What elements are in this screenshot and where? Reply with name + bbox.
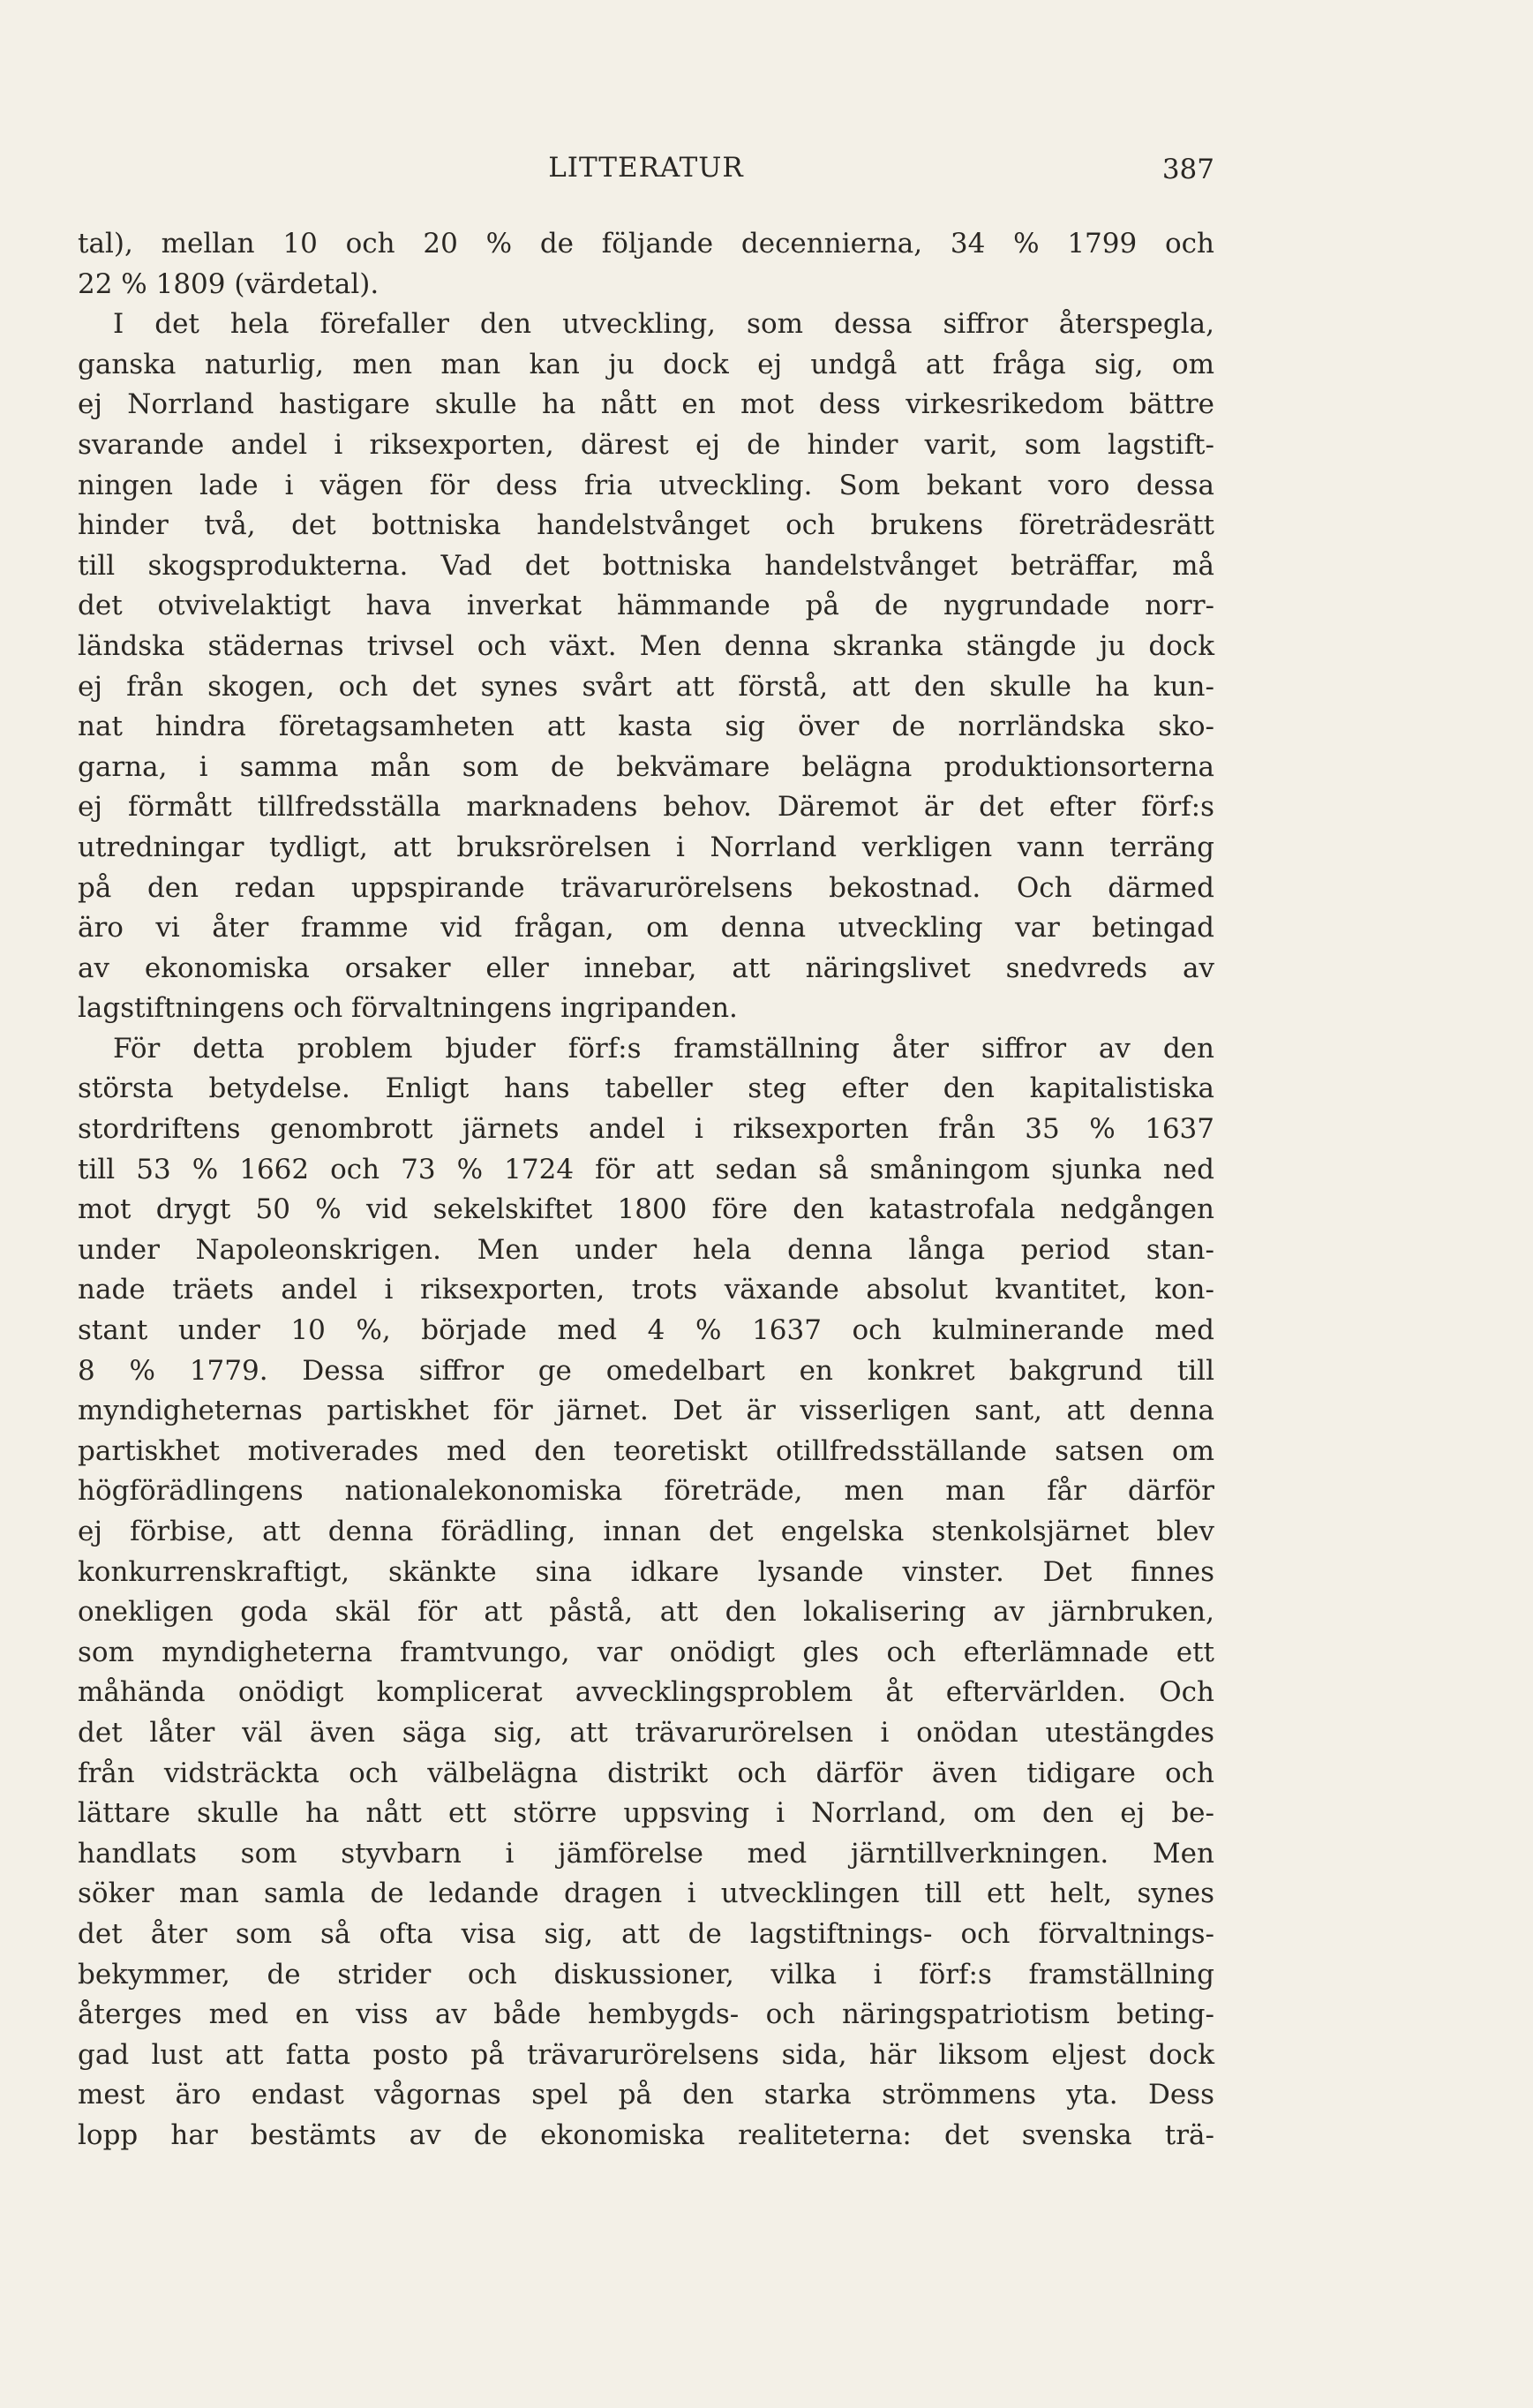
text-line: det låter väl även säga sig, att trävarurörelsen i onödan utestängdes [78, 1716, 1214, 1749]
text-line: ganska naturlig, men man kan ju dock ej undgå att fråga sig, om [78, 348, 1214, 380]
text-line: till 53 % 1662 och 73 % 1724 för att sedan så småningom sjunka ned [78, 1153, 1214, 1185]
text-line: måhända onödigt komplicerat avvecklingsproblem åt eftervärlden. Och [78, 1676, 1214, 1709]
text-line: ej Norrland hastigare skulle ha nått en mot dess virkesrikedom bättre [78, 388, 1214, 421]
text-line: onekligen goda skäl för att påstå, att den lokalisering av järnbruken, [78, 1596, 1214, 1629]
text-line: handlats som styvbarn i jämförelse med järntillverkningen. Men [78, 1837, 1214, 1870]
page-number: 387 [1161, 154, 1214, 185]
text-line: lättare skulle ha nått ett större uppsving i Norrland, om den ej be- [78, 1797, 1214, 1830]
text-line: lagstiftningens och förvaltningens ingripanden. [78, 992, 738, 1025]
text-line: nade träets andel i riksexporten, trots växande absolut kvantitet, kon- [78, 1274, 1214, 1306]
body-text [78, 224, 1214, 2156]
text-line: återges med en viss av både hembygds- och näringspatriotism beting- [78, 1998, 1214, 2031]
text-line: ländska städernas trivsel och växt. Men denna skranka stängde ju dock [78, 629, 1214, 662]
text-line: hinder två, det bottniska handelstvånget och brukens företrädesrätt [78, 509, 1214, 542]
text-line: svarande andel i riksexporten, därest ej de hinder varit, som lagstift- [78, 428, 1214, 461]
text-line: av ekonomiska orsaker eller innebar, att näringslivet snedvreds av [78, 952, 1214, 984]
text-line: gad lust att fatta posto på trävarurörelsens sida, här liksom eljest dock [78, 2038, 1214, 2071]
running-title: LITTERATUR [548, 152, 744, 184]
text-line: på den redan uppspirande trävarurörelsens bekostnad. Och därmed [78, 871, 1214, 904]
text-line: ej från skogen, och det synes svårt att förstå, att den skulle ha kun- [78, 670, 1214, 703]
text-line: ej förbise, att denna förädling, innan det engelska stenkolsjärnet blev [78, 1516, 1214, 1547]
text-line: största betydelse. Enligt hans tabeller steg efter den kapitalistiska [78, 1072, 1214, 1105]
text-line: stordriftens genombrott järnets andel i riksexporten från 35 % 1637 [78, 1113, 1214, 1146]
text-line: som myndigheterna framtvungo, var onödigt gles och efterlämnade ett [78, 1636, 1214, 1668]
text-line: från vidsträckta och välbelägna distrikt och därför även tidigare och [78, 1757, 1214, 1789]
text-line: tal), mellan 10 och 20 % de följande decennierna, 34 % 1799 och [78, 228, 1214, 260]
text-line: garna, i samma mån som de bekvämare belägna produktionsorterna [78, 750, 1214, 783]
text-line: högförädlingens nationalekonomiska företräde, men man får därför [78, 1475, 1214, 1508]
text-line: mot drygt 50 % vid sekelskiftet 1800 före den katastrofala nedgången [78, 1193, 1214, 1226]
text-line: bekymmer, de strider och diskussioner, vilka i förf:s framställning [78, 1958, 1214, 1990]
text-line: mest äro endast vågornas spel på den starka strömmens yta. Dess [78, 2079, 1214, 2111]
text-line: det åter som så ofta visa sig, att de lagstiftnings- och förvaltnings- [78, 1917, 1214, 1950]
text-line: under Napoleonskrigen. Men under hela denna långa period stan- [78, 1233, 1214, 1266]
text-line: nat hindra företagsamheten att kasta sig över de norrländska sko- [78, 711, 1214, 743]
text-line: lopp har bestämts av de ekonomiska realiteterna: det svenska trä- [78, 2118, 1214, 2151]
text-line: 22 % 1809 (värdetal). [78, 267, 379, 300]
text-line: till skogsprodukterna. Vad det bottniska handelstvånget beträffar, må [78, 549, 1214, 582]
text-line: ningen lade i vägen för dess fria utveckling. Som bekant voro dessa [78, 469, 1214, 501]
text-line: konkurrenskraftigt, skänkte sina idkare lysande vinster. Det finnes [78, 1555, 1214, 1588]
text-line: utredningar tydligt, att bruksrörelsen i Norrland verkligen vann terräng [78, 831, 1214, 863]
text-line: söker man samla de ledande dragen i utvecklingen till ett helt, synes [78, 1877, 1214, 1910]
text-line: För detta problem bjuder förf:s framställning åter siffror av den [113, 1032, 1214, 1065]
running-header [78, 152, 1214, 196]
text-line: äro vi åter framme vid frågan, om denna utveckling var betingad [78, 912, 1214, 944]
text-line: ej förmått tillfredsställa marknadens behov. Däremot är det efter förf:s [78, 791, 1214, 824]
text-line: myndigheternas partiskhet för järnet. Det är visserligen sant, att denna [78, 1395, 1214, 1427]
text-line: det otvivelaktigt hava inverkat hämmande på de nygrundade norr- [78, 590, 1214, 622]
text-line: stant under 10 %, började med 4 % 1637 och kulminerande med [78, 1314, 1214, 1347]
text-line: 8 % 1779. Dessa siffror ge omedelbart en konkret bakgrund till [78, 1354, 1214, 1387]
text-line: partiskhet motiverades med den teoretiskt otillfredsställande satsen om [78, 1434, 1214, 1467]
text-line: I det hela förefaller den utveckling, som dessa siffror återspegla, [113, 308, 1214, 341]
